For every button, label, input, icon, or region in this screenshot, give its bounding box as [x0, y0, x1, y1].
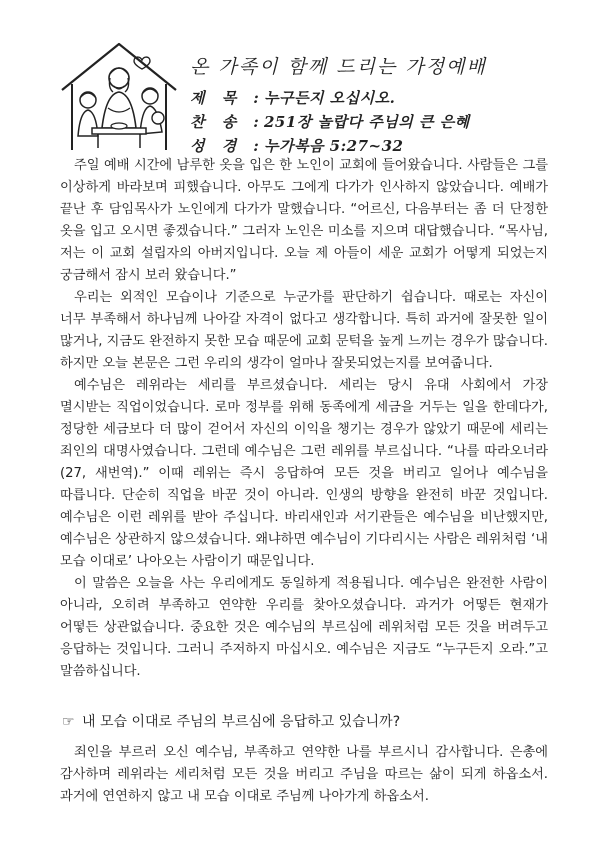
- scripture-reference: 누가복음 5:27~32: [264, 137, 404, 155]
- separator: :: [253, 89, 259, 107]
- hymn-row: [190, 110, 570, 134]
- hymn-label: 찬 송: [190, 113, 243, 131]
- paragraph: 주일 예배 시간에 남루한 옷을 입은 한 노인이 교회에 들어왔습니다. 사람들은 그를 이상하게 바라보며 피했습니다. 아무도 그에게 다가가 인사하지 않았습니다. 예배가 끝난 후 담임목사가 노인에게 다가가 말했습니다. “어르신, 다음부터는 좀 더 단정한 옷을 입고 오시면 좋겠습니다.” 그러자 노인은 미소를 지으며 대답했습니다. “목사님, 저는 이 교회 설립자의 아버지입니다. 오늘 제 아들이 세운 교회가 어떻게 되었는지 궁금해서 잠시 보러 왔습니다.”: [60, 158, 548, 283]
- sermon-body: [60, 155, 548, 683]
- separator: :: [253, 113, 259, 131]
- sermon-title: 누구든지 오십시오.: [264, 89, 396, 107]
- family-praying-with-jesus-illustration: [58, 38, 180, 156]
- prayer-text: 죄인을 부르러 오신 예수님, 부족하고 연약한 나를 부르시니 감사합니다. 은총에 감사하며 레위라는 세리처럼 모든 것을 버리고 주님을 따르는 삶이 되게 하옵소서. 과거에 연연하지 않고 내 모습 이대로 주님께 나아가게 하옵소서.: [60, 745, 548, 804]
- sermon-title-label: 제 목: [190, 89, 243, 107]
- header: [0, 0, 600, 155]
- prayer: [60, 742, 548, 808]
- reflection-question: [62, 711, 542, 733]
- paragraph: 이 말씀은 오늘을 사는 우리에게도 동일하게 적용됩니다. 예수님은 완전한 사람이 아니라, 오히려 부족하고 연약한 우리를 찾아오셨습니다. 과거가 어떻든 현재가 어떻든 상관없습니다. 중요한 것은 예수님의 부르심에 레위처럼 모든 것을 버려두고 응답하는 것입니다. 그러니 주저하지 마십시오. 예수님은 지금도 “누구든지 오라.”고 말씀하십니다.: [60, 576, 548, 679]
- question-text: 내 모습 이대로 주님의 부르심에 응답하고 있습니까?: [82, 714, 401, 730]
- page-title: 온 가족이 함께 드리는 가정예배: [190, 56, 487, 78]
- worship-meta: [190, 86, 570, 158]
- paragraph: 우리는 외적인 모습이나 기준으로 누군가를 판단하기 쉽습니다. 때로는 자신이 너무 부족해서 하나님께 나아갈 자격이 없다고 생각합니다. 특히 과거에 잘못한 일이 많거나, 지금도 완전하지 못한 모습 때문에 교회 문턱을 높게 느끼는 경우가 많습니다. 하지만 오늘 본문은 그런 우리의 생각이 얼마나 잘못되었는지를 보여줍니다.: [60, 290, 548, 371]
- paragraph: 예수님은 레위라는 세리를 부르셨습니다. 세리는 당시 유대 사회에서 가장 멸시받는 직업이었습니다. 로마 정부를 위해 동족에게 세금을 거두는 일을 한데다가, 정당한 세금보다 더 많이 걷어서 자신의 이익을 챙기는 경우가 않았기 때문에 세리는 죄인의 대명사였습니다. 그런데 예수님은 그런 레위를 부르십니다. “나를 따라오너라(27, 새번역).” 이때 레위는 즉시 응답하여 모든 것을 버리고 일어나 예수님을 따릅니다. 단순히 직업을 바꾼 것이 아니라. 인생의 방향을 완전히 바꾼 것입니다. 예수님은 이런 레위를 받아 주십니다. 바리새인과 서기관들은 예수님을 비난했지만, 예수님은 상관하지 않으셨습니다. 왜냐하면 예수님이 기다리시는 사람은 레위처럼 ‘내 모습 이대로’ 나아오는 사람이기 때문입니다.: [60, 378, 548, 569]
- hymn: 251장 놀랍다 주님의 큰 은혜: [264, 113, 470, 131]
- separator: :: [253, 137, 259, 155]
- pointing-hand-icon: ☞: [62, 714, 75, 730]
- sermon-title-row: [190, 86, 570, 110]
- scripture-label: 성 경: [190, 137, 243, 155]
